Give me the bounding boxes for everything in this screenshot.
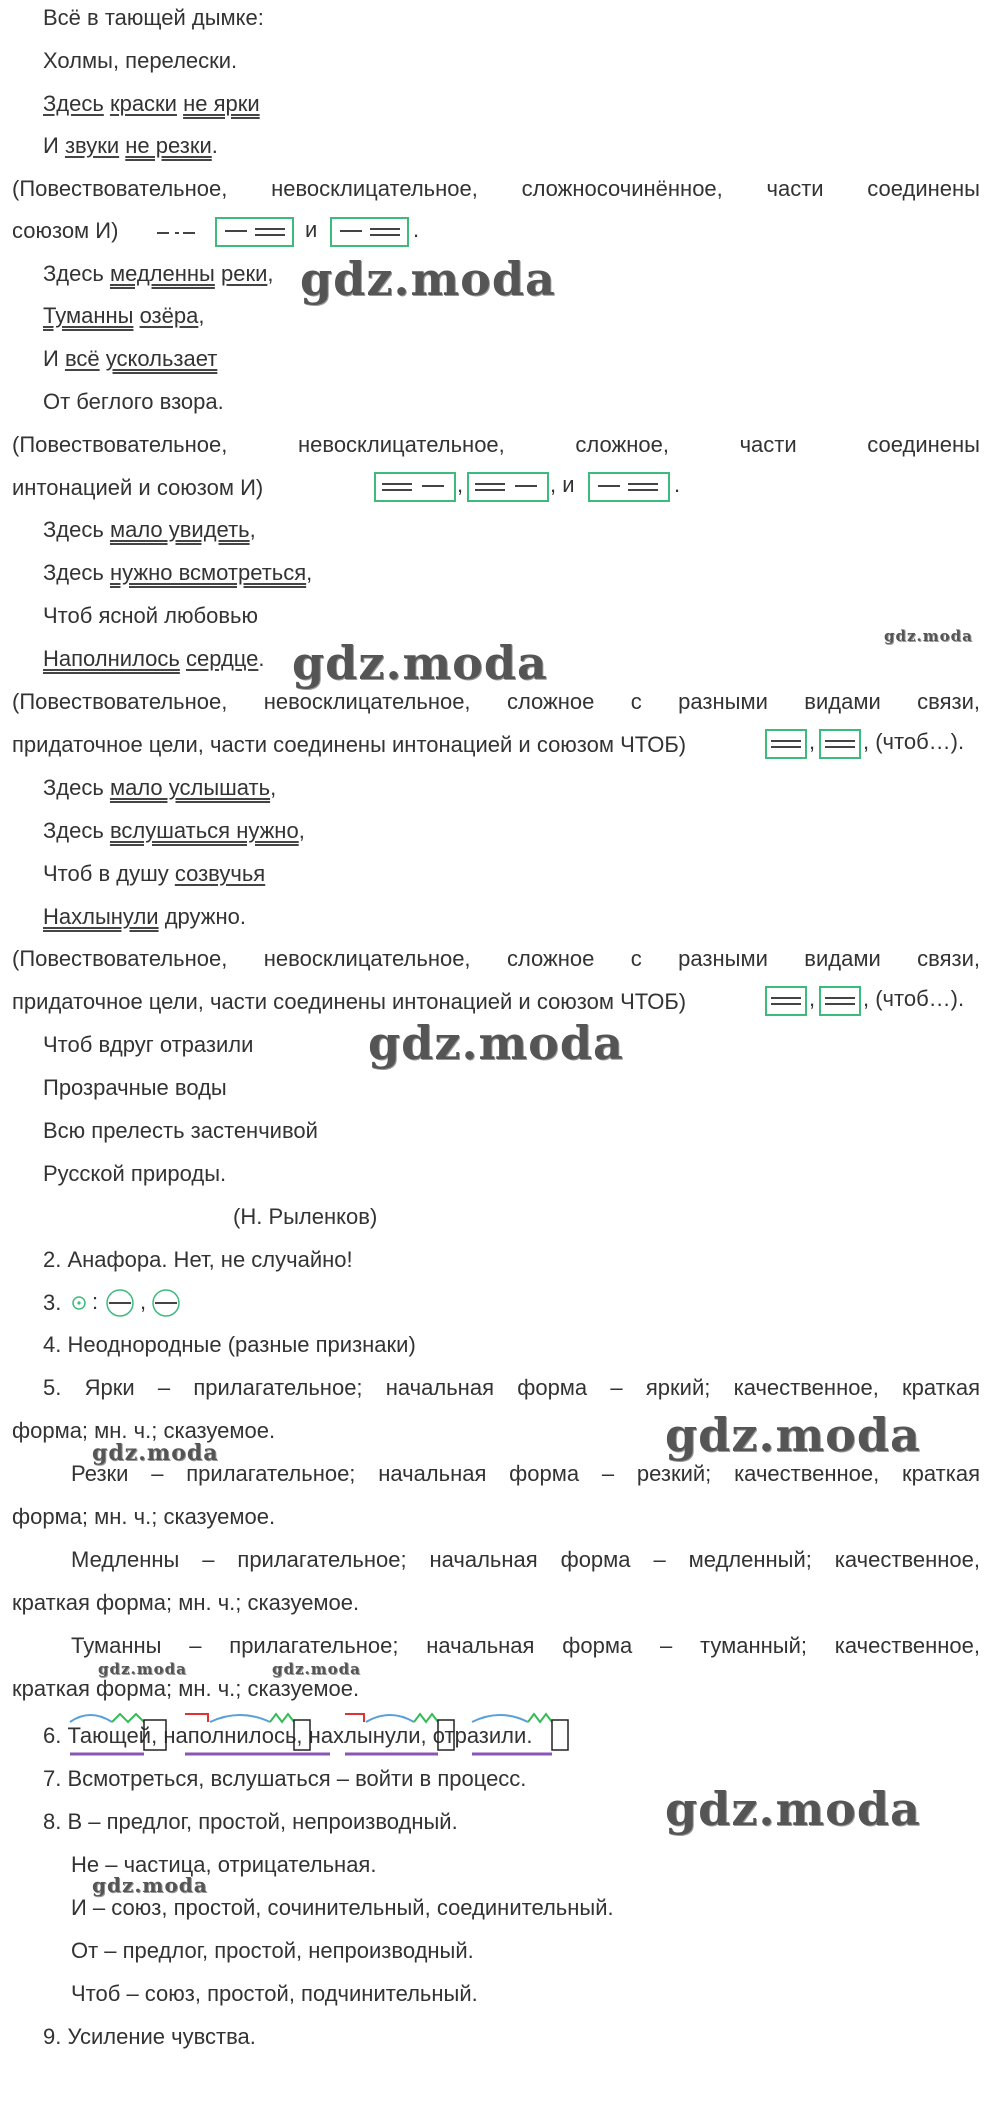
answer-3-scheme (72, 1289, 192, 1319)
analysis-line: (Повествовательное, невосклицательное, сложное с разными видами связи, (12, 689, 980, 714)
word: Здесь (43, 818, 104, 843)
punct: , (298, 818, 305, 843)
watermark: gdz.moda (92, 1873, 208, 1897)
answer-2: 2. Анафора. Нет, не случайно! (43, 1247, 353, 1272)
watermark: gdz.moda (884, 627, 973, 645)
poem-line (43, 645, 265, 673)
poem-line (43, 260, 274, 288)
answer-7: 7. Всмотреться, вслушаться – войти в процесс. (43, 1766, 527, 1791)
watermark: gdz.moda (92, 1440, 219, 1466)
predicate-word: ускользает (105, 346, 218, 371)
poem-line (43, 817, 305, 845)
punct: , (198, 303, 205, 328)
poem-line (43, 516, 256, 544)
watermark: gdz.moda (272, 1660, 361, 1678)
poem-line: Чтоб ясной любовью (43, 603, 258, 628)
answer-5-line: Резки – прилагательное; начальная форма – резкий; качественное, краткая (71, 1461, 980, 1486)
clause-box (215, 217, 294, 247)
parsed-word: Тающей (67, 1723, 152, 1748)
answer-5-line: форма; мн. ч.; сказуемое. (12, 1418, 276, 1443)
clause-box (467, 472, 549, 502)
poem-line: От беглого взора. (43, 389, 224, 414)
answer-9: 9. Усиление чувства. (43, 2024, 256, 2049)
clause-box (330, 217, 409, 247)
poem-line (43, 132, 218, 160)
subject-word: реки (220, 261, 268, 286)
poem-line: Всё в тающей дымке: (43, 5, 264, 30)
predicate-word: Туманны (43, 303, 134, 328)
parsed-word: наполнилось (163, 1723, 297, 1748)
clause-box (819, 729, 861, 759)
punct: , (249, 517, 256, 542)
analysis-line: придаточное цели, части соединены интонацией и союзом ЧТОБ) (12, 989, 687, 1014)
morpheme-marks (60, 1706, 620, 1766)
predicate-word: медленны (109, 261, 215, 286)
answer-5-line: Медленны – прилагательное; начальная форма – медленный; качественное, (71, 1547, 980, 1572)
clause-box (819, 986, 861, 1016)
punct: . (674, 472, 681, 497)
answer-5-line: краткая форма; мн. ч.; сказуемое. (12, 1590, 360, 1615)
punct: , (457, 472, 464, 497)
sentence-scheme-4 (765, 986, 990, 1018)
poem-author: (Н. Рыленков) (233, 1204, 378, 1229)
answer-8: Не – частица, отрицательная. (71, 1852, 377, 1877)
word: Здесь (43, 517, 104, 542)
answer-8: От – предлог, простой, непроизводный. (71, 1938, 474, 1963)
predicate-word: Наполнилось (43, 646, 180, 671)
clause-box (765, 729, 807, 759)
answer-5-line: краткая форма; мн. ч.; сказуемое. (12, 1676, 360, 1701)
punct: , (809, 986, 816, 1011)
predicate-word: мало услышать (109, 775, 271, 800)
sentence-scheme-3 (765, 729, 990, 761)
scheme-and: , и (550, 472, 575, 497)
answer-4: 4. Неоднородные (разные признаки) (43, 1332, 416, 1357)
punct: , (267, 261, 274, 286)
watermark: gdz.moda (368, 1016, 624, 1070)
clause-box (765, 986, 807, 1016)
punct: . (413, 217, 420, 242)
scheme-tail: , (чтоб…). (863, 729, 965, 754)
poem-line (43, 774, 276, 802)
watermark: gdz.moda (665, 1408, 921, 1462)
scheme-and: и (305, 217, 318, 242)
punct: : (92, 1289, 99, 1314)
sentence-scheme-1 (155, 217, 455, 247)
predicate-word: вслушаться нужно (109, 818, 299, 843)
poem-line (43, 302, 204, 330)
conjunction: И (43, 133, 59, 158)
parsed-word: отразили (432, 1723, 527, 1748)
answer-3 (43, 1289, 61, 1317)
subject-word: Здесь (43, 91, 104, 116)
poem-line (43, 903, 246, 931)
parsed-word: нахлынули (308, 1723, 421, 1748)
predicate-word: не резки (125, 133, 212, 158)
word: дружно. (164, 904, 246, 929)
answer-8: 8. В – предлог, простой, непроизводный. (43, 1809, 458, 1834)
predicate-word: мало увидеть (109, 517, 250, 542)
analysis-line: придаточное цели, части соединены интонацией и союзом ЧТОБ) (12, 732, 687, 757)
poem-line (43, 345, 217, 373)
answer-number: 3. (43, 1290, 62, 1315)
subject-word: озёра (139, 303, 199, 328)
punct: . (526, 1723, 533, 1748)
watermark: gdz.moda (300, 252, 556, 306)
answer-5-line: 5. Ярки – прилагательное; начальная форма – яркий; качественное, краткая (43, 1375, 980, 1400)
conjunction: И (43, 346, 59, 371)
punct: , (151, 1723, 158, 1748)
subject-word: сердце (185, 646, 259, 671)
answer-5-line: Туманны – прилагательное; начальная форма – туманный; качественное, (71, 1633, 980, 1658)
subject-word: созвучья (174, 861, 266, 886)
analysis-line: союзом И) (12, 218, 119, 243)
scheme-tail: , (чтоб…). (863, 986, 965, 1011)
word: Чтоб в душу (43, 861, 169, 886)
poem-line (43, 559, 312, 587)
word: Здесь (43, 775, 104, 800)
poem-line: Прозрачные воды (43, 1075, 227, 1100)
punct: . (211, 133, 218, 158)
sentence-scheme-2 (374, 472, 694, 504)
punct: , (420, 1723, 427, 1748)
analysis-line: (Повествовательное, невосклицательное, сложносочинённое, части соединены (12, 176, 980, 201)
poem-line (43, 860, 265, 888)
punct: , (140, 1289, 147, 1314)
analysis-line: (Повествовательное, невосклицательное, сложное, части соединены (12, 432, 980, 457)
punct: , (296, 1723, 303, 1748)
watermark: gdz.moda (665, 1782, 921, 1836)
predicate-word: Нахлынули (43, 904, 159, 929)
answer-5-line: форма; мн. ч.; сказуемое. (12, 1504, 276, 1529)
watermark: gdz.moda (98, 1660, 187, 1678)
circle-dot-icon (72, 1289, 192, 1319)
punct: , (809, 729, 816, 754)
subject-word: всё (64, 346, 100, 371)
poem-line: Русской природы. (43, 1161, 227, 1186)
poem-line (43, 90, 260, 118)
analysis-line: (Повествовательное, невосклицательное, сложное с разными видами связи, (12, 946, 980, 971)
subject-word: звуки (64, 133, 120, 158)
punct: , (306, 560, 313, 585)
answer-8: Чтоб – союз, простой, подчинительный. (71, 1981, 478, 2006)
answer-8: И – союз, простой, сочинительный, соединительный. (71, 1895, 614, 1920)
punct: , (270, 775, 277, 800)
clause-box (374, 472, 456, 502)
clause-box (588, 472, 670, 502)
analysis-line: интонацией и союзом И) (12, 475, 264, 500)
word: Здесь (43, 261, 104, 286)
punct: . (258, 646, 265, 671)
answer-number: 6. (43, 1723, 62, 1748)
predicate-word: не ярки (183, 91, 260, 116)
poem-line: Всю прелесть застенчивой (43, 1118, 318, 1143)
poem-line: Холмы, перелески. (43, 48, 238, 73)
subject-word: краски (109, 91, 177, 116)
poem-line: Чтоб вдруг отразили (43, 1032, 254, 1057)
watermark: gdz.moda (292, 636, 548, 690)
predicate-word: нужно всмотреться (109, 560, 307, 585)
word: Здесь (43, 560, 104, 585)
